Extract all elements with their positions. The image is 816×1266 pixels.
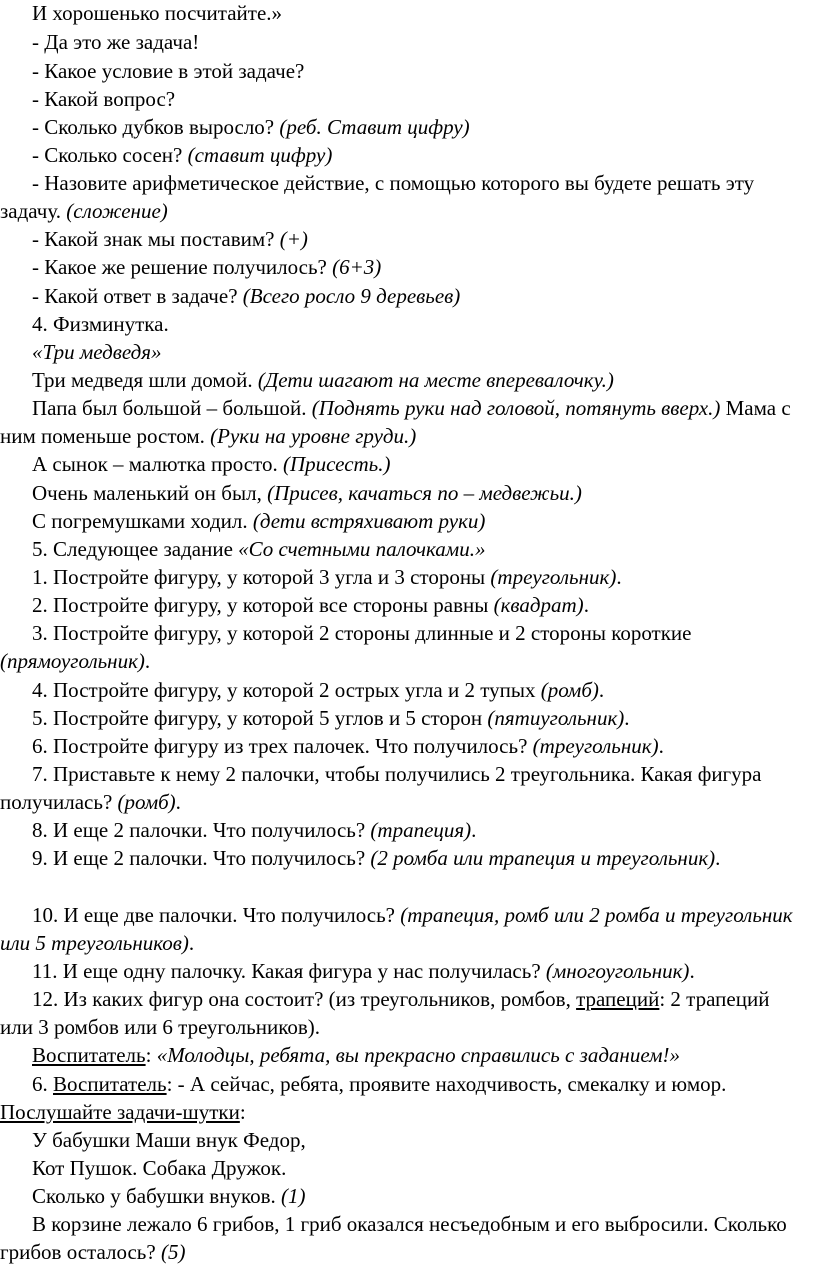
text-line: Очень маленький он был, (Присев, качаться по – медвежьи.) <box>32 481 582 505</box>
text-line: - Какое условие в этой задаче? <box>32 59 305 83</box>
teacher-line: Воспитатель: «Молодцы, ребята, вы прекрасно справились с заданием!» <box>32 1043 681 1067</box>
text-line: - Сколько сосен? (ставит цифру) <box>32 143 333 167</box>
text-line: - Какой знак мы поставим? (+) <box>32 227 308 251</box>
text-paragraph: Папа был большой – большой. (Поднять руки над головой, потянуть вверх.) Мама с ним поменьше ростом. (Руки на уровне груди.) <box>0 396 791 448</box>
text-line: - Какое же решение получилось? (6+3) <box>32 255 382 279</box>
list-item: 5. Постройте фигуру, у которой 5 углов и 5 сторон (пятиугольник). <box>32 706 630 730</box>
text-line: Кот Пушок. Собака Дружок. <box>32 1156 287 1180</box>
list-item: 11. И еще одну палочку. Какая фигура у нас получилась? (многоугольник). <box>32 959 695 983</box>
section-heading: 6. Воспитатель: - А сейчас, ребята, проявите находчивость, смекалку и юмор. Послушайте задачи-шутки: <box>0 1072 727 1124</box>
text-line: И хорошенько посчитайте.» <box>32 1 283 25</box>
list-item: 6. Постройте фигуру из трех палочек. Что получилось? (треугольник). <box>32 734 664 758</box>
list-item: 12. Из каких фигур она состоит? (из треугольников, ромбов, трапеций: 2 трапеций или 3 ромбов или 6 треугольников). <box>0 987 770 1039</box>
text-line: С погремушками ходил. (дети встряхивают руки) <box>32 509 486 533</box>
list-item: 3. Постройте фигуру, у которой 2 стороны длинные и 2 стороны короткие (прямоугольник). <box>0 621 692 673</box>
list-item: 1. Постройте фигуру, у которой 3 угла и 3 стороны (треугольник). <box>32 565 622 589</box>
text-paragraph: В корзине лежало 6 грибов, 1 гриб оказался несъедобным и его выбросили. Сколько грибов осталось? (5) <box>0 1212 787 1264</box>
list-item: 2. Постройте фигуру, у которой все стороны равны (квадрат). <box>32 593 589 617</box>
text-line: Три медведя шли домой. (Дети шагают на месте вперевалочку.) <box>32 368 614 392</box>
list-item: 8. И еще 2 палочки. Что получилось? (трапеция). <box>32 818 477 842</box>
section-heading: 4. Физминутка. <box>32 312 169 336</box>
text-line: - Какой вопрос? <box>32 87 176 111</box>
list-item: 7. Приставьте к нему 2 палочки, чтобы получились 2 треугольника. Какая фигура получилась? (ромб). <box>0 762 762 814</box>
list-item: 9. И еще 2 палочки. Что получилось? (2 ромба или трапеция и треугольник). <box>32 846 721 870</box>
text-line: Сколько у бабушки внуков. (1) <box>32 1184 306 1208</box>
text-line: У бабушки Маши внук Федор, <box>32 1128 306 1152</box>
text-line: - Да это же задача! <box>32 30 200 54</box>
text-line: - Сколько дубков выросло? (реб. Ставит цифру) <box>32 115 470 139</box>
text-paragraph: - Назовите арифметическое действие, с помощью которого вы будете решать эту задачу. (сложение) <box>0 171 755 223</box>
section-heading: 5. Следующее задание «Со счетными палочками.» <box>32 537 486 561</box>
poem-title: «Три медведя» <box>32 340 162 364</box>
text-line: А сынок – малютка просто. (Присесть.) <box>32 452 391 476</box>
list-item: 10. И еще две палочки. Что получилось? (трапеция, ромб или 2 ромба и треугольник или 5 треугольников). <box>0 903 793 955</box>
text-line: - Какой ответ в задаче? (Всего росло 9 деревьев) <box>32 284 461 308</box>
list-item: 4. Постройте фигуру, у которой 2 острых угла и 2 тупых (ромб). <box>32 678 605 702</box>
